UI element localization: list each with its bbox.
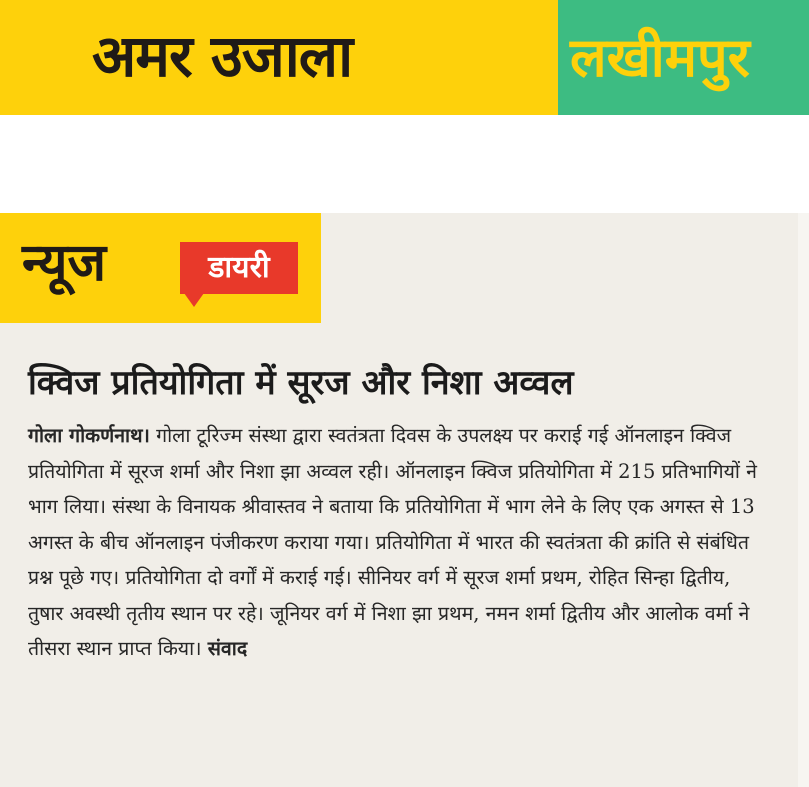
newspaper-logo-title: अमर उजाला bbox=[92, 22, 353, 90]
article-body-text: गोला टूरिज्म संस्था द्वारा स्वतंत्रता दिवस के उपलक्ष्य पर कराई गई ऑनलाइन क्विज प्रतियोगिता में सूरज शर्मा और निशा झा अव्वल रही। ऑनलाइन क्विज प्रतियोगिता में 215 प्रतिभागियों ने भाग लिया। संस्था के विनायक श्रीवास्तव ने बताया कि प्रतियोगिता में भाग लेने के लिए एक अगस्त से 13 अगस्त के बीच ऑनलाइन पंजीकरण कराया गया। प्रतियोगिता में भारत की स्वतंत्रता की क्रांति से संबंधित प्रश्न पूछे गए। प्रतियोगिता दो वर्गों में कराई गई। सीनियर वर्ग में सूरज शर्मा प्रथम, रोहित सिन्हा द्वितीय, तुषार अवस्थी तृतीय स्थान पर रहे। जूनियर वर्ग में निशा झा प्रथम, नमन शर्मा द्वितीय और आलोक वर्मा ने तीसरा स्थान प्राप्त किया। bbox=[28, 424, 758, 660]
article-dateline: गोला गोकर्णनाथ। bbox=[28, 424, 150, 447]
section-title: न्यूज bbox=[22, 233, 107, 293]
edition-banner bbox=[558, 0, 809, 115]
article-headline: क्विज प्रतियोगिता में सूरज और निशा अव्वल bbox=[28, 363, 574, 403]
section-header bbox=[0, 213, 321, 323]
article-edge bbox=[798, 213, 809, 787]
diary-tag: डायरी bbox=[180, 242, 298, 294]
speech-bubble-tail-icon bbox=[184, 293, 204, 307]
article-credit: संवाद bbox=[207, 637, 248, 660]
edition-name: लखीमपुर bbox=[570, 26, 750, 89]
article-body bbox=[28, 418, 770, 667]
